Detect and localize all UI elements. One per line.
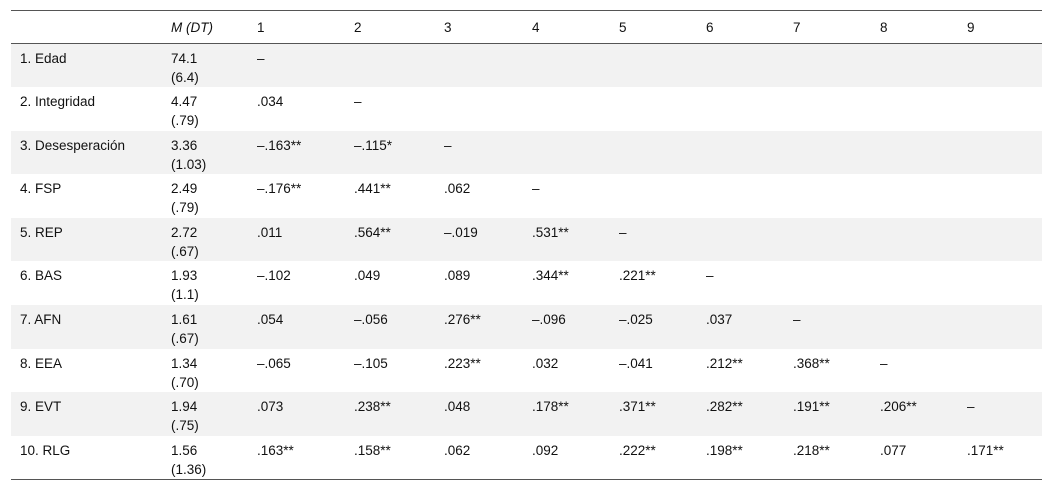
correlation-cell: .368** — [793, 355, 830, 371]
correlation-cell: – — [619, 224, 627, 240]
correlation-cell — [871, 44, 958, 88]
row-sd: (.70) — [171, 374, 199, 390]
correlation-cell: .032 — [532, 355, 559, 371]
row-label: 2. Integridad — [20, 94, 96, 110]
correlation-cell — [610, 44, 697, 88]
correlation-cell — [958, 87, 1042, 131]
table-row — [11, 218, 1042, 262]
header-dt: DT — [190, 19, 209, 35]
row-mean-sd — [162, 261, 248, 305]
correlation-cell: .221** — [619, 268, 656, 284]
row-mean-sd — [162, 436, 248, 480]
correlation-cell: .062 — [444, 442, 471, 458]
correlation-cell: –.163** — [257, 137, 302, 153]
correlation-cell: .077 — [880, 442, 907, 458]
correlation-cell — [871, 87, 958, 131]
correlation-cell: .282** — [706, 399, 743, 415]
table-row — [11, 349, 1042, 393]
correlation-cell: –.102 — [257, 268, 291, 284]
row-sd: (.67) — [171, 243, 199, 259]
correlation-cell: – — [967, 399, 975, 415]
correlation-cell: –.115* — [354, 137, 393, 153]
correlation-cell: .037 — [706, 312, 733, 328]
correlation-cell — [610, 87, 697, 131]
correlation-cell — [958, 305, 1042, 349]
correlation-cell: .062 — [444, 181, 471, 197]
correlation-cell — [958, 44, 1042, 88]
correlation-cell: .218** — [793, 442, 830, 458]
row-mean: 2.49 — [171, 181, 198, 197]
correlation-cell: –.019 — [444, 224, 478, 240]
table-row — [11, 305, 1042, 349]
row-mean: 1.61 — [171, 312, 198, 328]
correlation-cell: .198** — [706, 442, 743, 458]
correlation-cell — [958, 261, 1042, 305]
correlation-cell: – — [257, 51, 265, 66]
table-row — [11, 261, 1042, 305]
correlation-cell: –.041 — [619, 355, 653, 371]
correlation-cell: – — [354, 94, 362, 110]
correlation-cell — [610, 131, 697, 175]
correlation-cell: – — [880, 355, 888, 371]
correlation-cell — [784, 261, 871, 305]
header-m: M — [171, 19, 183, 35]
header-col-2: 2 — [354, 19, 362, 35]
row-mean: 74.1 — [171, 51, 198, 66]
header-col-7: 7 — [793, 19, 801, 35]
header-col-5: 5 — [619, 19, 627, 35]
correlation-cell: – — [444, 137, 452, 153]
correlation-cell — [958, 174, 1042, 218]
table-body — [11, 44, 1042, 480]
row-label: 5. REP — [20, 224, 63, 240]
row-mean-sd — [162, 218, 248, 262]
header-col-3: 3 — [444, 19, 452, 35]
correlation-cell: .223** — [444, 355, 481, 371]
correlation-cell: .171** — [967, 442, 1004, 458]
row-mean: 1.34 — [171, 355, 198, 371]
header-col-6: 6 — [706, 19, 714, 35]
correlation-cell: .344** — [532, 268, 569, 284]
correlation-cell — [958, 349, 1042, 393]
row-mean: 1.94 — [171, 399, 198, 415]
correlation-cell — [958, 218, 1042, 262]
correlation-cell: .206** — [880, 399, 917, 415]
correlation-table-container — [11, 10, 1042, 480]
row-label: 9. EVT — [20, 399, 62, 415]
correlation-cell: .178** — [532, 399, 569, 415]
row-mean-sd — [162, 87, 248, 131]
row-mean-sd — [162, 131, 248, 175]
correlation-cell: –.096 — [532, 312, 566, 328]
row-mean-sd — [162, 392, 248, 436]
correlation-cell: –.065 — [257, 355, 291, 371]
correlation-table — [11, 10, 1042, 480]
correlation-cell: .073 — [257, 399, 284, 415]
correlation-cell: –.056 — [354, 312, 388, 328]
header-row — [11, 11, 1042, 44]
correlation-cell: .222** — [619, 442, 656, 458]
correlation-cell — [523, 131, 610, 175]
row-sd: (.75) — [171, 418, 199, 434]
row-mean: 4.47 — [171, 94, 198, 110]
row-label: 4. FSP — [20, 181, 62, 197]
correlation-cell: – — [793, 312, 801, 328]
correlation-cell — [435, 44, 523, 88]
table-row — [11, 131, 1042, 175]
correlation-cell: .048 — [444, 399, 471, 415]
correlation-cell: .531** — [532, 224, 569, 240]
row-mean: 2.72 — [171, 224, 198, 240]
correlation-cell — [871, 218, 958, 262]
correlation-cell: .158** — [354, 442, 391, 458]
correlation-cell — [784, 44, 871, 88]
correlation-cell — [697, 218, 784, 262]
table-row — [11, 174, 1042, 218]
row-mean: 3.36 — [171, 137, 198, 153]
correlation-cell: – — [532, 181, 540, 197]
correlation-cell: .049 — [354, 268, 381, 284]
correlation-cell — [784, 131, 871, 175]
row-label: 1. Edad — [20, 51, 67, 66]
correlation-cell — [435, 87, 523, 131]
row-mean: 1.56 — [171, 442, 198, 458]
row-sd: (1.1) — [171, 287, 199, 303]
header-mean-dt: M (DT) — [171, 19, 213, 35]
correlation-cell: .564** — [354, 224, 391, 240]
row-sd: (6.4) — [171, 70, 199, 85]
header-col-1: 1 — [257, 19, 265, 35]
row-sd: (.79) — [171, 113, 199, 129]
row-label: 8. EEA — [20, 355, 63, 371]
correlation-cell — [871, 305, 958, 349]
row-label: 7. AFN — [20, 312, 62, 328]
row-mean-sd — [162, 305, 248, 349]
correlation-cell: .054 — [257, 312, 284, 328]
correlation-cell: .191** — [793, 399, 830, 415]
correlation-cell — [784, 174, 871, 218]
table-row — [11, 87, 1042, 131]
row-label: 10. RLG — [20, 442, 71, 458]
correlation-cell: –.025 — [619, 312, 653, 328]
correlation-cell — [871, 174, 958, 218]
correlation-cell: –.105 — [354, 355, 388, 371]
correlation-cell: .371** — [619, 399, 656, 415]
correlation-cell — [697, 44, 784, 88]
header-col-8: 8 — [880, 19, 888, 35]
correlation-cell — [523, 87, 610, 131]
correlation-cell: .011 — [257, 224, 283, 240]
correlation-cell — [697, 174, 784, 218]
correlation-cell — [610, 174, 697, 218]
correlation-cell — [345, 44, 435, 88]
correlation-cell: – — [706, 268, 714, 284]
row-label: 6. BAS — [20, 268, 63, 284]
correlation-cell: .212** — [706, 355, 743, 371]
correlation-cell: .163** — [257, 442, 294, 458]
table-row — [11, 44, 1042, 88]
header-col-9: 9 — [967, 19, 975, 35]
correlation-cell — [871, 261, 958, 305]
correlation-cell — [871, 131, 958, 175]
correlation-cell: .441** — [354, 181, 391, 197]
header-blank — [11, 11, 162, 44]
correlation-cell: .092 — [532, 442, 559, 458]
row-sd: (1.03) — [171, 156, 207, 172]
correlation-cell — [784, 218, 871, 262]
correlation-cell — [523, 44, 610, 88]
correlation-cell — [697, 131, 784, 175]
correlation-cell — [784, 87, 871, 131]
correlation-cell: –.176** — [257, 181, 302, 197]
row-sd: (.67) — [171, 331, 199, 347]
row-sd: (.79) — [171, 200, 199, 216]
row-mean-sd — [162, 349, 248, 393]
correlation-cell: .276** — [444, 312, 481, 328]
header-col-4: 4 — [532, 19, 540, 35]
row-mean: 1.93 — [171, 268, 198, 284]
correlation-cell — [958, 131, 1042, 175]
row-sd: (1.36) — [171, 461, 207, 477]
table-row — [11, 392, 1042, 436]
correlation-cell: .089 — [444, 268, 471, 284]
correlation-cell: .034 — [257, 94, 284, 110]
row-label: 3. Desesperación — [20, 137, 126, 153]
correlation-cell — [697, 87, 784, 131]
row-mean-sd — [162, 174, 248, 218]
row-mean-sd — [162, 44, 248, 88]
table-row — [11, 436, 1042, 480]
correlation-cell: .238** — [354, 399, 391, 415]
